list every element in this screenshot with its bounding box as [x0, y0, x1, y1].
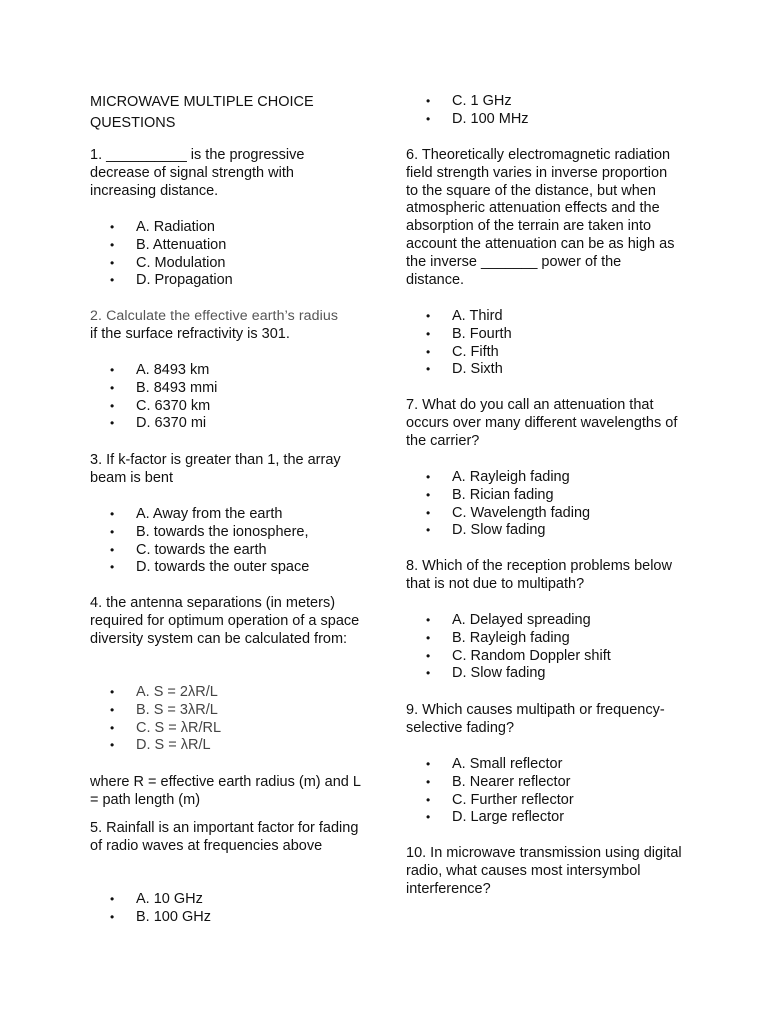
question-4-option-c: • C. S = λR/RL — [90, 720, 221, 738]
question-1-option-c: • C. Modulation — [90, 255, 233, 273]
question-2-text-line1: 2. Calculate the effective earth’s radius — [90, 308, 339, 324]
question-3-option-b: • B. towards the ionosphere, — [90, 524, 309, 542]
question-2-option-a: • A. 8493 km — [90, 362, 217, 380]
question-9-text: 9. Which causes multipath or frequency-selective fading? — [406, 702, 665, 736]
question-6-options — [406, 308, 512, 379]
question-4-options — [90, 684, 221, 755]
question-2-text-line2: if the surface refractivity is 301. — [90, 326, 290, 342]
question-8-option-a: • A. Delayed spreading — [406, 612, 611, 630]
question-7-options — [406, 469, 590, 540]
question-6-option-a: • A. Third — [406, 308, 512, 326]
question-8-options — [406, 612, 611, 683]
question-4-option-b: • B. S = 3λR/L — [90, 702, 221, 720]
question-6-option-b: • B. Fourth — [406, 326, 512, 344]
question-5-option-d: • D. 100 MHz — [406, 111, 529, 129]
question-8-option-c: • C. Random Doppler shift — [406, 648, 611, 666]
question-1-option-b: • B. Attenuation — [90, 237, 233, 255]
question-8-option-d: • D. Slow fading — [406, 665, 611, 683]
question-5-option-c: • C. 1 GHz — [406, 93, 529, 111]
question-7-option-c: • C. Wavelength fading — [406, 505, 590, 523]
question-9-options — [406, 756, 574, 827]
question-5-option-a: • A. 10 GHz — [90, 891, 211, 909]
question-1-options — [90, 219, 233, 290]
question-2-options — [90, 362, 217, 433]
question-2-option-b: • B. 8493 mmi — [90, 380, 217, 398]
question-4-note: where R = effective earth radius (m) and L = path length (m) — [90, 774, 361, 808]
question-4-option-d: • D. S = λR/L — [90, 737, 221, 755]
question-3-option-a: • A. Away from the earth — [90, 506, 309, 524]
question-5-text: 5. Rainfall is an important factor for fading of radio waves at frequencies above — [90, 820, 359, 854]
question-2-option-d: • D. 6370 mi — [90, 415, 217, 433]
question-6-option-c: • C. Fifth — [406, 344, 512, 362]
question-5-option-b: • B. 100 GHz — [90, 909, 211, 927]
question-7-option-a: • A. Rayleigh fading — [406, 469, 590, 487]
question-8-option-b: • B. Rayleigh fading — [406, 630, 611, 648]
page-title: MICROWAVE MULTIPLE CHOICE QUESTIONS — [90, 94, 314, 131]
question-2-option-c: • C. 6370 km — [90, 398, 217, 416]
question-1-option-d: • D. Propagation — [90, 272, 233, 290]
question-3-option-c: • C. towards the earth — [90, 542, 309, 560]
question-9-option-b: • B. Nearer reflector — [406, 774, 574, 792]
question-7-option-d: • D. Slow fading — [406, 522, 590, 540]
question-7-option-b: • B. Rician fading — [406, 487, 590, 505]
question-3-option-d: • D. towards the outer space — [90, 559, 309, 577]
question-3-text: 3. If k-factor is greater than 1, the array beam is bent — [90, 452, 341, 486]
question-5-options-part2 — [406, 93, 529, 129]
question-9-option-a: • A. Small reflector — [406, 756, 574, 774]
question-3-options — [90, 506, 309, 577]
question-7-text: 7. What do you call an attenuation that occurs over many different wavelengths of the carrier? — [406, 397, 678, 449]
question-8-text: 8. Which of the reception problems below that is not due to multipath? — [406, 558, 672, 592]
question-10-text: 10. In microwave transmission using digital radio, what causes most intersymbol interference? — [406, 845, 682, 897]
question-9-option-c: • C. Further reflector — [406, 792, 574, 810]
question-9-option-d: • D. Large reflector — [406, 809, 574, 827]
question-6-option-d: • D. Sixth — [406, 361, 512, 379]
question-1-text: 1. __________ is the progressive decrease of signal strength with increasing distance. — [90, 147, 305, 199]
question-4-option-a: • A. S = 2λR/L — [90, 684, 221, 702]
question-4-text: 4. the antenna separations (in meters) required for optimum operation of a space diversity system can be calculated from: — [90, 595, 360, 647]
question-1-option-a: • A. Radiation — [90, 219, 233, 237]
question-6-text: 6. Theoretically electromagnetic radiation field strength varies in inverse proportion to the square of the distance, but when atmospheric attenuation effects and the absorption of the terrain are taken into account the attenuation can be as high as the inverse _______ power of the distance. — [406, 147, 675, 288]
question-5-options-part1 — [90, 891, 211, 927]
